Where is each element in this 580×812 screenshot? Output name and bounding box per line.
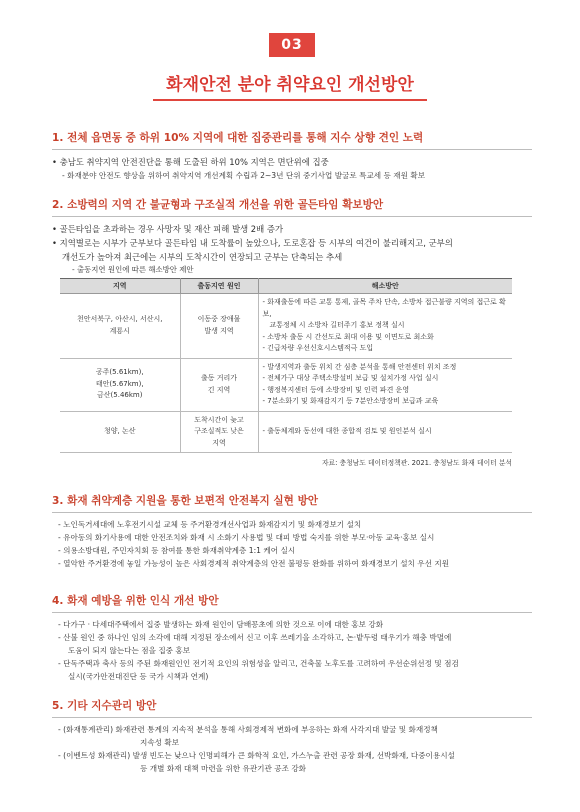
table-source: 자료: 충청남도 데이터정책관. 2021. 충청남도 화재 데이터 분석 xyxy=(321,459,512,467)
section-5-heading: 5. 기타 지수관리 방안 xyxy=(52,700,157,712)
solution-line: - 전체가구 대상 주택소방설비 보급 및 설치가정 사업 실시 xyxy=(262,374,439,382)
cause-cell: 이동중 장애물 발생 지역 xyxy=(180,294,258,359)
bullet-line: 개선도가 높아져 최근에는 시부의 도착시간이 연장되고 군부는 단축되는 추세 xyxy=(62,252,343,262)
list-item: - 다가구 · 다세대주택에서 집중 발생하는 화재 원인이 담배꽁초에 의한 것으로 이에 대한 홍보 강화 xyxy=(58,620,384,629)
item-line: - (이벤트성 화재관리) 발생 빈도는 낮으나 인명피해가 큰 화학적 요인, 가스누출 관련 공장 화재, 선박화재, 다중이용시설 xyxy=(58,751,455,760)
list-item xyxy=(52,631,532,657)
section-divider xyxy=(52,149,532,150)
list-item: - 유아동의 화기사용에 대한 안전조치와 화재 시 소화기 사용법 및 대피 방법 숙지를 위한 부모·아동 교육·홍보 실시 xyxy=(58,533,435,542)
region-line: 태안(5.67km), xyxy=(95,379,144,388)
section-4-heading: 4. 화재 예방을 위한 인식 개선 방안 xyxy=(52,595,219,607)
item-line: - 단독주택과 축사 등의 주된 화재원인인 전기적 요인의 위험성을 알리고, 건축물 노후도를 고려하여 우선순위선정 및 점검 xyxy=(58,659,459,668)
item-line: - (화재통계관리) 화재관련 통계의 지속적 분석을 통해 사회경제적 변화에 부응하는 화재 사각지대 발굴 및 화재정책 xyxy=(58,725,438,734)
region-cell: 청양, 논산 xyxy=(60,411,180,453)
section-3 xyxy=(52,493,532,570)
page-title: 화재안전 분야 취약요인 개선방안 xyxy=(166,75,414,95)
section-1 xyxy=(52,130,532,182)
table-row xyxy=(60,294,512,359)
sub-bullet: - 화재분야 안전도 향상을 위하여 취약지역 개선계획 수립과 2~3년 단위 중기사업 발굴로 특교세 등 재원 확보 xyxy=(62,171,426,180)
solution-line: - 발생지역과 출동 위치 간 심층 분석을 통해 안전센터 위치 조정 xyxy=(262,362,457,371)
bullet: • 골든타임을 초과하는 경우 사망자 및 재산 피해 발생 2배 증가 xyxy=(52,224,284,234)
solution-line: 교통정체 시 소방차 길터주기 홍보 정책 실시 xyxy=(269,321,405,329)
region-cell xyxy=(60,358,180,411)
section-3-heading: 3. 화재 취약계층 지원을 통한 보편적 안전복지 실현 방안 xyxy=(52,495,319,507)
section-2-heading: 2. 소방력의 지역 간 불균형과 구조실적 개선을 위한 골든타임 확보방안 xyxy=(52,199,384,211)
solution-cell xyxy=(258,358,512,411)
item-line: - 산불 원인 중 하나인 임의 소각에 대해 지정된 장소에서 신고 이후 쓰레기을 소각하고, 논·밭두렁 태우기가 해충 박멸에 xyxy=(58,633,452,642)
solution-cell xyxy=(258,411,512,453)
bullet: • 충남도 취약지역 안전진단을 통해 도출된 하위 10% 지역은 면단위에 집중 xyxy=(52,157,329,167)
section-divider xyxy=(52,612,532,613)
solution-line: - 화재출동에 따른 교통 통제, 골목 주차 단속, 소방차 접근불량 지역의 접근로 확보, xyxy=(262,298,506,318)
region-line: 금산(5.46km) xyxy=(97,391,143,400)
table-header-row xyxy=(60,279,512,294)
section-1-heading: 1. 전체 읍면동 중 하위 10% 지역에 대한 집중관리를 통해 지수 상향 견인 노력 xyxy=(52,132,424,144)
solution-cell xyxy=(258,294,512,359)
list-item xyxy=(52,723,532,749)
bullet xyxy=(52,236,532,264)
section-2 xyxy=(52,197,532,467)
column-header: 출동지연 원인 xyxy=(180,279,258,294)
solution-line: - 행정복지센터 등에 소방장비 및 인력 파견 운영 xyxy=(262,385,410,394)
solution-line: - 7분소화기 및 화재감지기 등 7분안소방장비 보급과 교육 xyxy=(262,397,439,405)
table-row xyxy=(60,411,512,453)
section-divider xyxy=(52,717,532,718)
list-item: - 의용소방대원, 주민자치회 등 참여를 통한 화재취약계층 1:1 케어 실시 xyxy=(58,546,296,555)
list-item xyxy=(52,749,532,775)
delay-solution-table xyxy=(60,278,512,453)
cause-cell: 출동 거리가 긴 지역 xyxy=(180,358,258,411)
solution-line: - 출동체계와 동선에 대한 종합적 검토 및 원인분석 실시 xyxy=(262,427,432,435)
region-cell: 천안서북구, 아산시, 서산시, 계룡시 xyxy=(60,294,180,359)
section-divider xyxy=(52,512,532,513)
solution-line: - 소방차 출동 시 간선도로 최대 이용 및 이면도로 최소화 xyxy=(262,332,434,341)
region-line: 공주(5.61km), xyxy=(95,368,144,377)
list-item: - 열악한 주거환경에 놓일 가능성이 높은 사회경제적 취약계층의 안전 불평등 완화를 위하여 화재경보기 설치 우선 지원 xyxy=(58,559,450,568)
item-line: 도움이 되지 않는다는 점을 집중 홍보 xyxy=(68,646,191,655)
list-item xyxy=(52,657,532,683)
item-line: 실시(국가안전대진단 등 국가 시책과 연계) xyxy=(68,672,209,681)
list-item: - 노인독거세대에 노후전기시설 교체 등 주거환경개선사업과 화재감지기 및 화재경보기 설치 xyxy=(58,520,362,529)
bullet-line: • 지역별로는 시부가 군부보다 골든타임 내 도착률이 높았으나, 도로혼잡 등 시부의 여건이 불리해지고, 군부의 xyxy=(52,238,453,248)
column-header: 지역 xyxy=(60,279,180,294)
title-underline xyxy=(153,99,427,101)
section-divider xyxy=(52,216,532,217)
table-row xyxy=(60,358,512,411)
cause-cell: 도착시간이 늦고 구조실적도 낮은 지역 xyxy=(180,411,258,453)
table-label: - 출동지연 원인에 따른 해소방안 제안 xyxy=(72,265,194,274)
section-number-badge: 03 xyxy=(269,33,315,57)
item-line: 등 개별 화재 대책 마련을 위한 유관기관 공조 강화 xyxy=(140,764,307,773)
section-4 xyxy=(52,593,532,683)
section-5 xyxy=(52,698,532,775)
solution-line: - 긴급차량 우선신호시스템적극 도입 xyxy=(262,344,374,352)
item-line: 지속성 확보 xyxy=(140,738,180,747)
column-header: 해소방안 xyxy=(258,279,512,294)
